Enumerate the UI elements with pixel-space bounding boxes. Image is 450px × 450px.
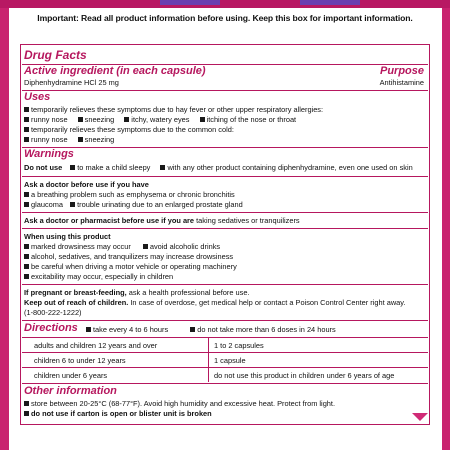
checkbox-bullet [24,264,29,269]
list-item: a breathing problem such as emphysema or chronic bronchitis [31,190,235,199]
other-info-item [24,409,212,418]
checkbox-bullet [143,244,148,249]
divider [22,176,428,177]
checkbox-bullet [24,244,29,249]
ask-pharmacist-line [24,216,300,225]
warnings-heading: Warnings [24,148,74,160]
carton-top-strip [0,0,450,8]
table-cell-dose: 1 capsule [214,356,246,365]
divider [22,383,428,384]
list-item: excitability may occur, especially in children [31,272,174,281]
checkbox-bullet [78,137,83,142]
top-strip-stripe [300,0,360,5]
table-cell-who: adults and children 12 years and over [34,341,158,350]
list-item: do not take more than 6 doses in 24 hours [197,325,336,334]
checkbox-bullet [124,117,129,122]
table-rule [22,337,428,338]
purpose-heading: Purpose [379,65,424,77]
checkbox-bullet [24,401,29,406]
checkbox-bullet [24,411,29,416]
checkbox-bullet [200,117,205,122]
checkbox-bullet [160,165,165,170]
list-item: sneezing [84,115,115,124]
uses-text: temporarily relieves these symptoms due to the common cold: [31,125,234,134]
checkbox-bullet [70,202,75,207]
list-item: runny nose [31,135,68,144]
table-rule [22,367,428,368]
checkbox-bullet [24,254,29,259]
top-strip-stripe [160,0,220,5]
checkbox-bullet [24,117,29,122]
keep-out-text: In case of overdose, get medical help or contact a Poison Control Center right away. [128,298,406,307]
ask-doctor-item [24,190,235,199]
checkbox-bullet [24,202,29,207]
when-using-item [24,272,173,281]
checkbox-bullet [190,327,195,332]
uses-text: temporarily relieves these symptoms due to hay fever or other upper respiratory allergies: [31,105,324,114]
poison-control-phone: (1-800-222-1222) [24,308,82,317]
list-item: runny nose [31,115,68,124]
list-item: sneezing [84,135,115,144]
carton-right-flap [442,8,450,450]
list-item: itching of the nose or throat [206,115,297,124]
ask-pharmacist-label: Ask a doctor or pharmacist before use if you are [24,216,195,225]
uses-allergy-items [24,115,296,124]
table-cell-dose: do not use this product in children under 6 years of age [214,371,395,380]
list-item: alcohol, sedatives, and tranquilizers may increase drowsiness [31,252,234,261]
checkbox-bullet [24,107,29,112]
when-using-item [24,242,220,251]
list-item: store between 20-25°C (68-77°F). Avoid high humidity and excessive heat. Protect from light. [31,399,336,408]
list-item: glaucoma [31,200,64,209]
divider [22,90,428,91]
list-item: with any other product containing diphenhydramine, even one used on skin [167,163,413,172]
drug-facts-title: Drug Facts [24,48,87,62]
divider [22,212,428,213]
do-not-use-line [24,163,413,172]
pregnancy-label: If pregnant or breast-feeding, [24,288,127,297]
uses-line-allergies [24,105,323,114]
table-cell-dose: 1 to 2 capsules [214,341,264,350]
ask-doctor-item [24,200,243,209]
active-ingredient-heading: Active ingredient (in each capsule) [24,65,206,77]
divider [22,228,428,229]
divider [22,147,428,148]
ask-doctor-heading: Ask a doctor before use if you have [24,180,149,189]
checkbox-bullet [78,117,83,122]
table-cell-who: children 6 to under 12 years [34,356,126,365]
list-item: marked drowsiness may occur [31,242,131,251]
uses-line-cold [24,125,234,134]
table-cell-who: children under 6 years [34,371,108,380]
list-item: do not use if carton is open or blister unit is broken [31,409,212,418]
keep-out-line [24,298,405,307]
when-using-heading: When using this product [24,232,111,241]
keep-out-label: Keep out of reach of children. [24,298,129,307]
when-using-item [24,262,237,271]
table-rule [22,352,428,353]
other-info-item [24,399,335,408]
table-column-divider [208,337,209,382]
purpose-value: Antihistamine [379,78,424,87]
list-item: be careful when driving a motor vehicle or operating machinery [31,262,237,271]
list-item: itchy, watery eyes [131,115,190,124]
list-item: to make a child sleepy [77,163,151,172]
when-using-item [24,252,233,261]
divider [22,320,428,321]
active-ingredient-value: Diphenhydramine HCl 25 mg [24,78,119,87]
do-not-use-label: Do not use [24,163,63,172]
checkbox-bullet [86,327,91,332]
down-triangle-icon [412,413,428,421]
list-item: trouble urinating due to an enlarged prostate gland [77,200,243,209]
uses-heading: Uses [24,91,51,103]
list-item: avoid alcoholic drinks [149,242,221,251]
other-information-heading: Other information [24,385,117,397]
pregnancy-line [24,288,250,297]
ask-pharmacist-text: taking sedatives or tranquilizers [194,216,300,225]
pregnancy-text: ask a health professional before use. [126,288,250,297]
important-notice: Important: Read all product information before using. Keep this box for important information. [37,13,413,23]
checkbox-bullet [24,137,29,142]
checkbox-bullet [24,127,29,132]
divider [22,284,428,285]
uses-cold-items [24,135,114,144]
checkbox-bullet [24,274,29,279]
checkbox-bullet [24,192,29,197]
directions-items [86,325,336,334]
list-item: take every 4 to 6 hours [93,325,169,334]
checkbox-bullet [70,165,75,170]
directions-heading: Directions [24,322,78,334]
carton-left-flap [0,8,9,450]
